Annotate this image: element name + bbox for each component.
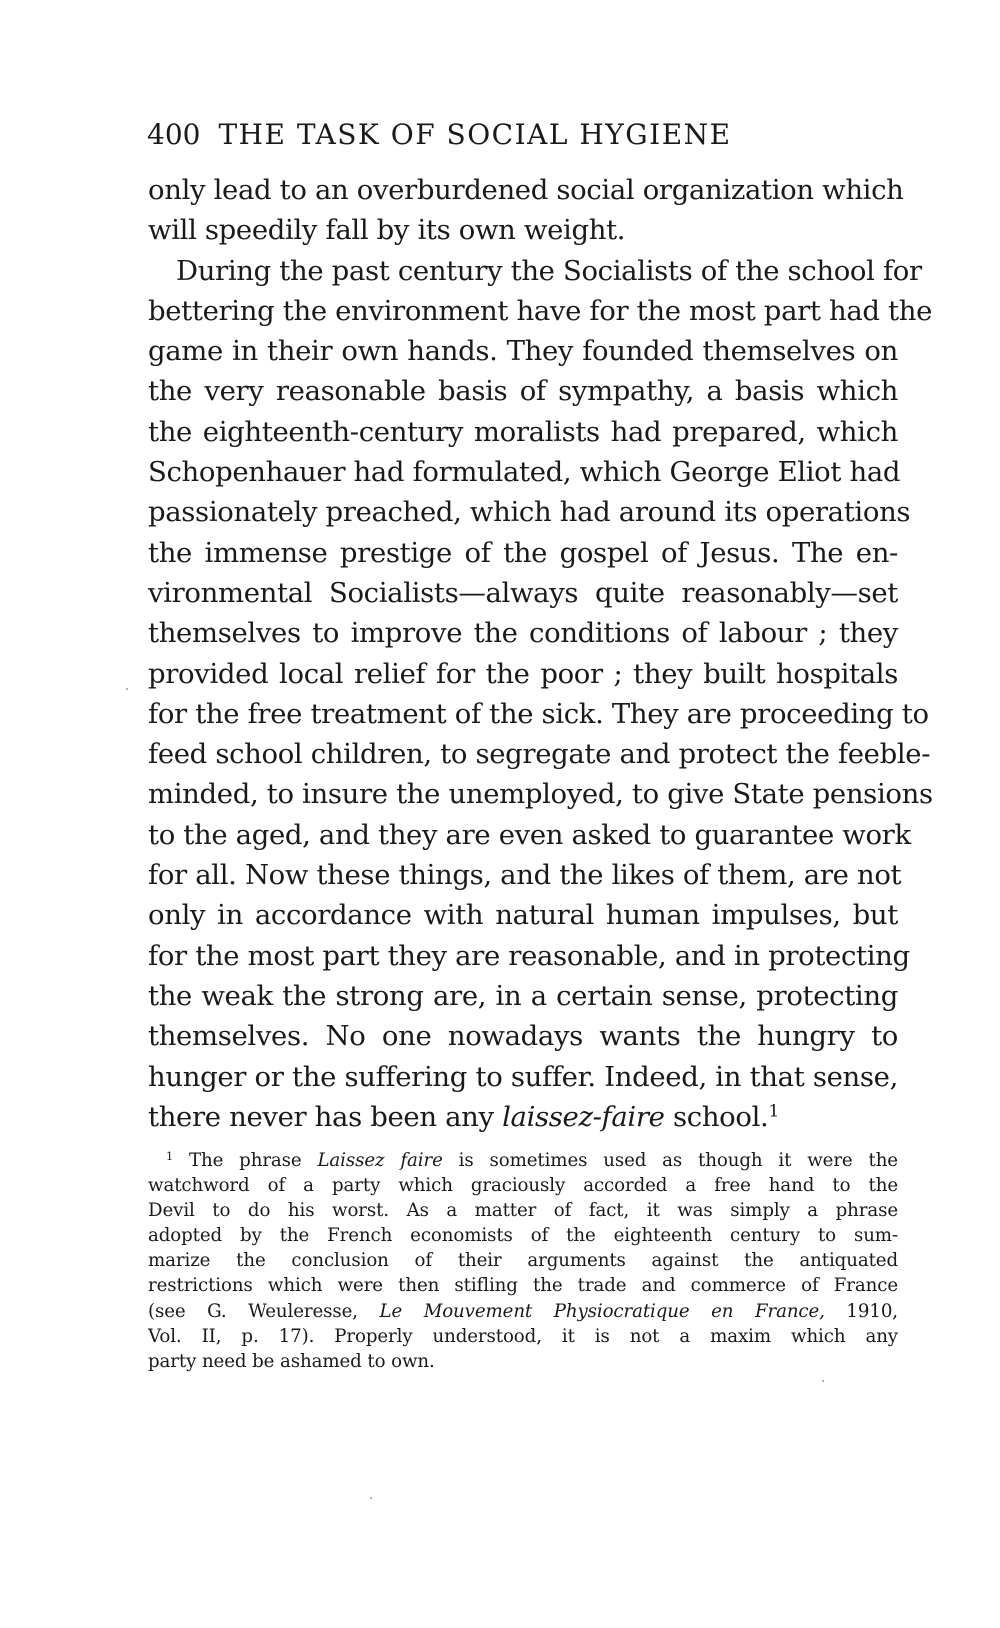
text-line: the very reasonable basis of sympathy, a basis which: [148, 375, 898, 408]
text-line: themselves. No one nowadays wants the hungry to: [148, 1020, 898, 1053]
footnote-line: party need be ashamed to own.: [148, 1350, 435, 1372]
footnote: [148, 1148, 898, 1374]
body-text: [148, 170, 933, 1137]
text-line: passionately preached, which had around its operations: [148, 496, 911, 529]
footnote-line: (see G. Weuleresse, Le Mouvement Physiocratique en France, 1910,: [148, 1300, 898, 1322]
scan-speck: [822, 1380, 824, 1382]
text-line: game in their own hands. They founded themselves on: [148, 335, 898, 368]
text-line: feed school children, to segregate and protect the feeble-: [148, 738, 931, 771]
text-line: to the aged, and they are even asked to guarantee work: [148, 818, 911, 851]
text-line: themselves to improve the conditions of labour ; they: [148, 617, 898, 650]
text-line: for the free treatment of the sick. They are proceeding to: [148, 697, 929, 730]
scan-speck: [126, 688, 128, 690]
final-line-end: school.: [664, 1100, 769, 1133]
footnote-line: $^1$ The phrase Laissez faire is sometimes used as though it were the: [166, 1149, 898, 1171]
text-line: only in accordance with natural human impulses, but: [148, 899, 898, 932]
text-line-final: [148, 1097, 898, 1137]
footnote-reference[interactable]: 1: [768, 1101, 779, 1122]
text-line: for the most part they are reasonable, and in protecting: [148, 939, 910, 972]
text-line: will speedily fall by its own weight.: [148, 214, 626, 247]
footnote-line: adopted by the French economists of the eighteenth century to sum-: [148, 1225, 898, 1247]
text-line: the immense prestige of the gospel of Jesus. The en-: [148, 536, 898, 569]
laissez-faire-term: laissez-faire: [502, 1100, 665, 1133]
footnote-line: watchword of a party which graciously accorded a free hand to the: [148, 1175, 898, 1197]
cited-work-title: Le Mouvement Physiocratique en France,: [379, 1300, 825, 1322]
footnote-italic-term: Laissez faire: [317, 1150, 443, 1171]
running-title: THE TASK OF SOCIAL HYGIENE: [218, 118, 732, 151]
footnote-line: Devil to do his worst. As a matter of fact, it was simply a phrase: [148, 1200, 898, 1222]
footnote-marker: 1: [166, 1149, 174, 1163]
text-line: hunger or the suffering to suffer. Indeed, in that sense,: [148, 1060, 898, 1093]
text-line: only lead to an overburdened social organization which: [148, 174, 904, 206]
text-line: minded, to insure the unemployed, to give State pensions: [148, 778, 933, 811]
footnote-line: Vol. II, p. 17). Properly understood, it is not a maxim which any: [148, 1325, 898, 1347]
footnote-line: restrictions which were then stifling the trade and commerce of France: [148, 1275, 898, 1297]
final-line-text: there never has been any: [148, 1100, 503, 1133]
text-line: provided local relief for the poor ; they built hospitals: [148, 657, 898, 690]
footnote-line: marize the conclusion of their arguments against the antiquated: [148, 1250, 898, 1272]
running-head: [147, 118, 907, 166]
text-line: During the past century the Socialists of the school for: [176, 254, 922, 287]
text-line: for all. Now these things, and the likes of them, are not: [148, 859, 902, 892]
text-line: bettering the environment have for the most part had the: [148, 294, 933, 327]
scan-speck: [370, 1497, 372, 1499]
text-line: Schopenhauer had formulated, which George Eliot had: [148, 456, 901, 489]
text-line: the weak the strong are, in a certain sense, protecting: [148, 979, 898, 1012]
text-line: the eighteenth-century moralists had prepared, which: [148, 415, 898, 448]
page-number: 400: [147, 118, 201, 151]
text-line: vironmental Socialists—always quite reasonably—set: [148, 576, 898, 609]
